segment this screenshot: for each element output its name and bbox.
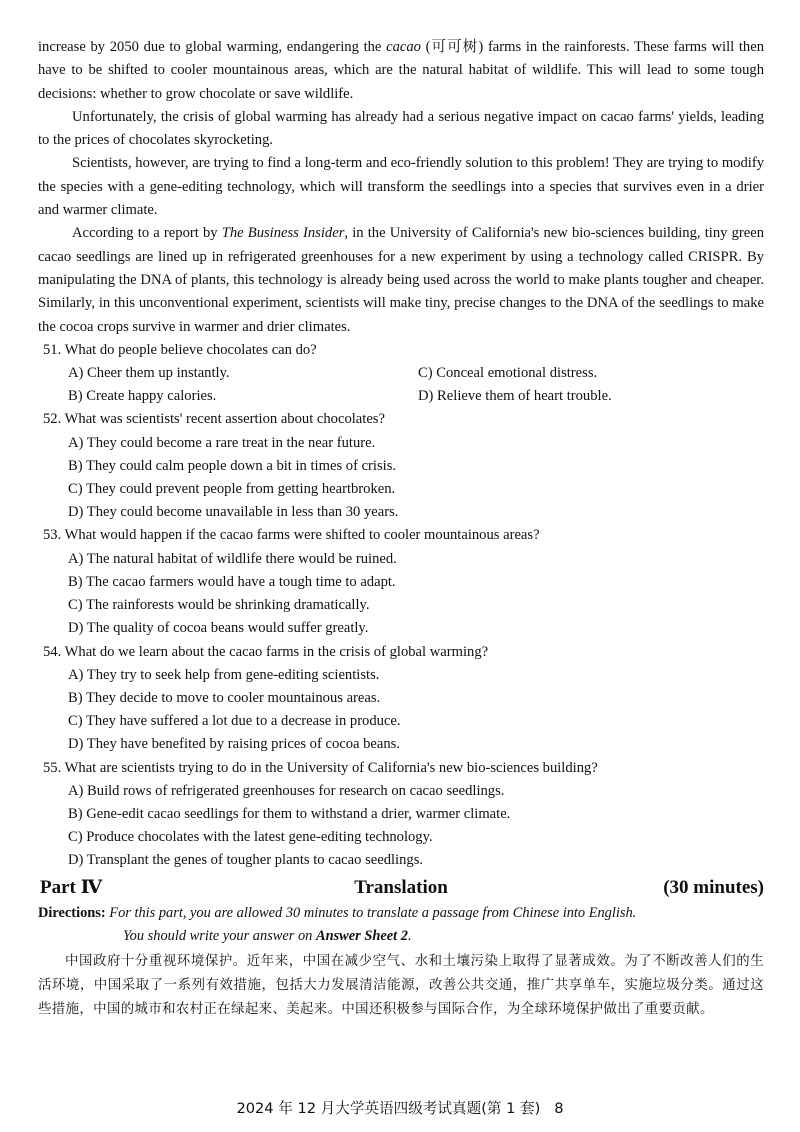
option-c: C) Produce chocolates with the latest gene-editing technology.: [68, 829, 433, 846]
directions-text: You should write your answer on: [123, 927, 316, 944]
question-stem: 52. What was scientists' recent assertion about chocolates?: [43, 411, 385, 428]
directions: [38, 902, 764, 948]
question-53: [38, 524, 764, 640]
option-b: B) They could calm people down a bit in times of crisis.: [68, 457, 397, 474]
page-number: 8: [554, 1100, 564, 1117]
option-a: A) The natural habitat of wildlife there would be ruined.: [68, 550, 397, 567]
option-d: D) They could become unavailable in less than 30 years.: [68, 504, 399, 521]
option-a: A) They could become a rare treat in the near future.: [68, 434, 376, 451]
option-b: B) Create happy calories.: [68, 388, 217, 405]
option-c: C) The rainforests would be shrinking dramatically.: [68, 597, 370, 614]
option-a: A) Build rows of refrigerated greenhouses for research on cacao seedlings.: [68, 782, 505, 799]
passage-paragraph-3: Scientists, however, are trying to find a long-term and eco-friendly solution to this problem! They are trying to modify the species with a gene-editing technology, which will transform the seedlings into a species that survives even in a drier and warmer climate.: [38, 155, 764, 219]
option-c: C) Conceal emotional distress.: [418, 365, 598, 382]
option-a: A) They try to seek help from gene-editing scientists.: [68, 666, 380, 683]
part-time: (30 minutes): [663, 876, 764, 898]
passage-paragraph-4: [38, 222, 764, 338]
part-label: Part Ⅳ: [40, 876, 103, 898]
option-c: C) They have suffered a lot due to a decrease in produce.: [68, 713, 401, 730]
option-b: B) The cacao farmers would have a tough time to adapt.: [68, 573, 396, 590]
option-d: D) Transplant the genes of tougher plants to cacao seedlings.: [68, 852, 424, 869]
cacao-term: cacao: [386, 39, 421, 55]
directions-line-1: [38, 902, 764, 925]
part-title: Translation: [354, 876, 448, 898]
passage-text: increase by 2050 due to global warming, endangering the: [38, 39, 387, 55]
question-stem: 55. What are scientists trying to do in the University of California's new bio-sciences building?: [43, 759, 598, 776]
option-d: D) Relieve them of heart trouble.: [418, 388, 612, 405]
question-52: [38, 408, 764, 524]
option-a: A) Cheer them up instantly.: [68, 365, 230, 382]
footer-title: 2024 年 12 月大学英语四级考试真题(第 1 套): [236, 1100, 541, 1117]
part-4-header: [38, 875, 764, 901]
directions-line-2: [38, 925, 764, 948]
option-c: C) They could prevent people from getting heartbroken.: [68, 481, 396, 498]
directions-label: Directions:: [38, 904, 106, 921]
directions-text: For this part, you are allowed 30 minutes to translate a passage from Chinese into English.: [105, 904, 637, 921]
options-grid: [38, 362, 764, 408]
option-d: D) They have benefited by raising prices of cocoa beans.: [68, 736, 401, 753]
passage-text: According to a report by: [72, 225, 222, 242]
option-b: B) Gene-edit cacao seedlings for them to withstand a drier, warmer climate.: [68, 805, 511, 822]
question-stem: 54. What do we learn about the cacao farms in the crisis of global warming?: [43, 643, 489, 660]
question-stem: 53. What would happen if the cacao farms were shifted to cooler mountainous areas?: [43, 527, 540, 544]
chinese-passage: 中国政府十分重视环境保护。近年来，中国在减少空气、水和土壤污染上取得了显著成效。为了不断改善人们的生活环境，中国采取了一系列有效措施，包括大力发展清洁能源，改善公共交通，推广共享单车，实施垃圾分类。通过这些措施，中国的城市和农村正在绿起来、美起来。中国还积极参与国际合作，为全球环境保护做出了重要贡献。: [38, 953, 764, 1017]
question-51: [38, 339, 764, 409]
passage-text: , in the University of California's new bio-sciences building, tiny green cacao seedlings are lined up in refrigerated greenhouses for a new experiment by using a technology called CRISPR. By manipulating the DNA of plants, this technology is already being used across the world to make plants tougher and cheaper. Similarly, in this unconventional experiment, scientists will make tiny, precise changes to the DNA of the seedlings to make the cocoa crops survive in warmer and drier climates.: [38, 225, 764, 335]
question-54: [38, 641, 764, 757]
option-b: B) They decide to move to cooler mountainous areas.: [68, 689, 381, 706]
source-title: The Business Insider: [221, 225, 345, 242]
passage-text: (可可树) farms in the rainforests. These farms will then have to be shifted to cooler mountainous areas, which are the natural habitat of wildlife. This will lead to some tough decisions: whether to grow chocolate or save wildlife.: [38, 39, 764, 102]
question-55: [38, 757, 764, 873]
passage-paragraph-1: [38, 36, 764, 106]
option-d: D) The quality of cocoa beans would suffer greatly.: [68, 620, 369, 637]
directions-text: .: [407, 927, 412, 944]
passage-paragraph-2: Unfortunately, the crisis of global warming has already had a serious negative impact on cacao farms' yields, leading to the prices of chocolates skyrocketing.: [38, 108, 764, 149]
answer-sheet-label: Answer Sheet 2: [315, 927, 408, 944]
question-stem: 51. What do people believe chocolates can do?: [43, 341, 317, 358]
page-footer: [0, 1097, 800, 1118]
